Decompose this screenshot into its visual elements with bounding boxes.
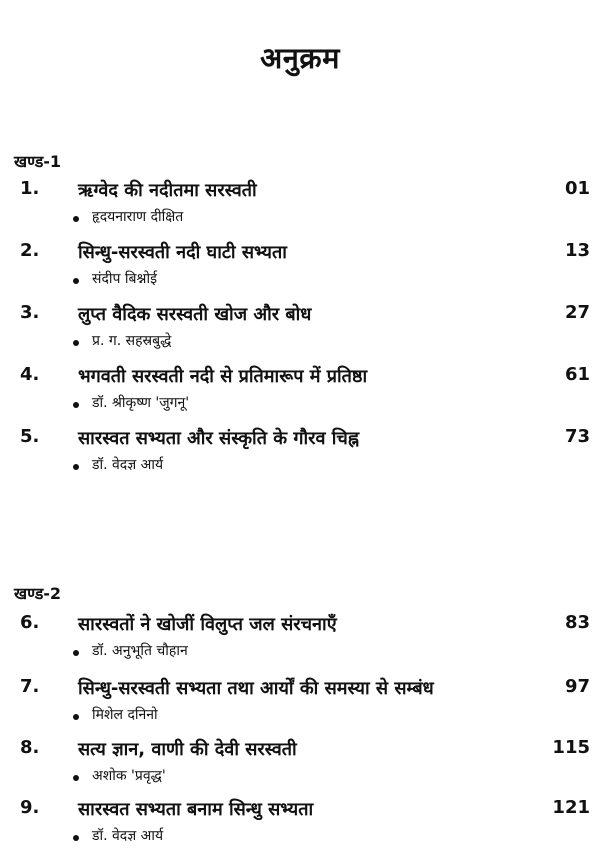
entry-author: मिशेल दनिनो — [92, 707, 158, 723]
entry-number: 9. — [20, 797, 40, 818]
entry-page-number: 121 — [552, 797, 590, 818]
bullet-icon — [73, 650, 79, 656]
entry-page-number: 115 — [552, 737, 590, 758]
entry-number: 6. — [20, 612, 40, 633]
entry-page-number: 61 — [564, 364, 590, 385]
toc-entry-9 — [0, 797, 600, 863]
toc-entry-6 — [0, 612, 600, 678]
entry-page-number: 01 — [564, 178, 590, 199]
toc-entry-4 — [0, 364, 600, 430]
entry-title: सिन्धु-सरस्वती सभ्यता तथा आर्यों की समस्या से सम्बंध — [78, 678, 434, 699]
entry-author: डॉ. वेदज्ञ आर्य — [92, 457, 164, 473]
bullet-icon — [73, 402, 79, 408]
entry-author: प्र. ग. सहस्रबुद्धे — [92, 333, 172, 349]
toc-entry-8 — [0, 737, 600, 803]
bullet-icon — [73, 278, 79, 284]
bullet-icon — [73, 714, 79, 720]
entry-number: 7. — [20, 676, 40, 697]
entry-title: सत्य ज्ञान, वाणी की देवी सरस्वती — [78, 739, 297, 760]
entry-author: डॉ. वेदज्ञ आर्य — [92, 828, 164, 844]
entry-author: अशोक 'प्रवृद्ध' — [92, 768, 166, 784]
bullet-icon — [73, 340, 79, 346]
toc-entry-2 — [0, 240, 600, 306]
entry-author: हृदयनाराण दीक्षित — [92, 209, 184, 225]
entry-number: 5. — [20, 426, 40, 447]
toc-entry-3 — [0, 302, 600, 368]
toc-entry-5 — [0, 426, 600, 492]
entry-author: डॉ. श्रीकृष्ण 'जुगनू' — [92, 395, 190, 411]
entry-page-number: 13 — [564, 240, 590, 261]
section-heading-1: खण्ड-1 — [14, 152, 62, 171]
bullet-icon — [73, 775, 79, 781]
entry-page-number: 83 — [564, 612, 590, 633]
entry-number: 2. — [20, 240, 40, 261]
entry-page-number: 73 — [564, 426, 590, 447]
bullet-icon — [73, 835, 79, 841]
entry-title: ऋग्वेद की नदीतमा सरस्वती — [78, 180, 257, 201]
toc-entry-7 — [0, 676, 600, 742]
toc-entry-1 — [0, 178, 600, 244]
bullet-icon — [73, 216, 79, 222]
entry-title: सारस्वत सभ्यता और संस्कृति के गौरव चिह्न — [78, 428, 360, 449]
entry-title: सारस्वतों ने खोजीं विलुप्त जल संरचनाएँ — [78, 614, 337, 635]
entry-title: भगवती सरस्वती नदी से प्रतिमारूप में प्रतिष्ठा — [78, 366, 368, 387]
entry-page-number: 97 — [564, 676, 590, 697]
bullet-icon — [73, 464, 79, 470]
page-title: अनुक्रम — [260, 41, 340, 75]
entry-author: डॉ. अनुभूति चौहान — [92, 643, 188, 659]
entry-number: 1. — [20, 178, 40, 199]
entry-author: संदीप बिश्नोई — [92, 271, 157, 287]
entry-page-number: 27 — [564, 302, 590, 323]
entry-title: लुप्त वैदिक सरस्वती खोज और बोध — [78, 304, 312, 325]
entry-title: सिन्धु-सरस्वती नदी घाटी सभ्यता — [78, 242, 287, 263]
section-heading-2: खण्ड-2 — [14, 584, 62, 603]
entry-number: 8. — [20, 737, 40, 758]
entry-number: 3. — [20, 302, 40, 323]
entry-number: 4. — [20, 364, 40, 385]
entry-title: सारस्वत सभ्यता बनाम सिन्धु सभ्यता — [78, 799, 314, 820]
